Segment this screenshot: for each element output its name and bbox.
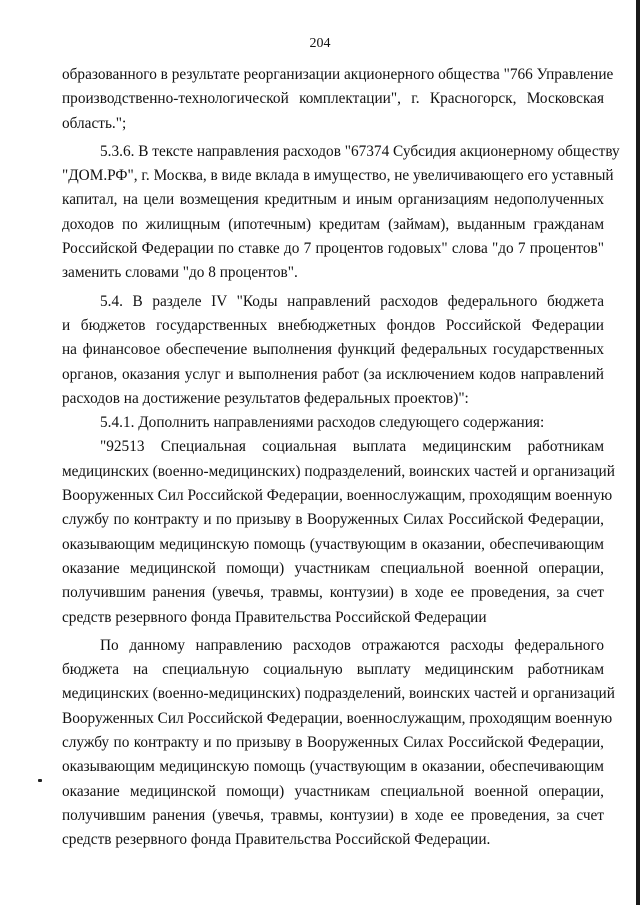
page-number: 204 [309,36,331,51]
text-line: службу по контракту и по призыву в Вооруженных Силах Российской Федерации, [62,734,604,752]
text-line: заменить словами "до 8 процентов". [62,264,298,282]
paragraph-5-3-6 [62,140,620,286]
paragraph-expense-description [62,634,615,853]
text-line: По данному направлению расходов отражаются расходы федерального [100,636,604,654]
text-line: "92513 Специальная социальная выплата медицинским работникам [100,438,604,456]
text-line: оказывающим медицинскую помощь (участвующим в оказании, обеспечивающим [62,535,604,553]
text-line: 5.3.6. В тексте направления расходов "67374 Субсидия акционерному обществу [100,142,620,160]
paragraph-5-4-1 [62,411,604,435]
text-line: органов, оказания услуг и выполнения работ (за исключением кодов направлений [62,365,604,383]
text-line: медицинских (военно-медицинских) подразделений, воинских частей и организаций [62,685,615,703]
text-line: оказание медицинской помощи) участникам специальной военной операции, [62,559,604,577]
text-line: "ДОМ.РФ", г. Москва, в виде вклада в имущество, не увеличивающего его уставный [62,167,614,185]
scan-speck [38,779,42,782]
paragraph-5-4 [62,290,604,411]
text-line: расходов на достижение результатов федеральных проектов)": [62,389,469,407]
scan-edge-shadow [636,0,640,905]
text-line: средств резервного фонда Правительства Российской Федерации [62,608,487,626]
text-line: 5.4. В разделе IV "Коды направлений расходов федерального бюджета [100,292,604,310]
text-line: Вооруженных Сил Российской Федерации, военнослужащим, проходящим военную [62,487,613,505]
text-line: производственно-технологической комплектации", г. Красногорск, Московская [62,90,604,108]
text-line: образованного в результате реорганизации акционерного общества "766 Управление [62,66,614,83]
text-line: оказывающим медицинскую помощь (участвующим в оказании, обеспечивающим [62,758,604,776]
text-line: и бюджетов государственных внебюджетных фондов Российской Федерации [62,316,604,334]
text-line: бюджета на специальную социальную выплату медицинским работникам [62,661,604,679]
text-line: Вооруженных Сил Российской Федерации, военнослужащим, проходящим военную [62,709,613,727]
text-line: получившим ранения (увечья, травмы, контузии) в ходе ее проведения, за счет [62,806,604,824]
text-line: 5.4.1. Дополнить направлениями расходов следующего содержания: [100,414,545,432]
text-line: медицинских (военно-медицинских) подразделений, воинских частей и организаций [62,462,615,480]
text-line: оказание медицинской помощи) участникам специальной военной операции, [62,782,604,800]
text-line: капитал, на цели возмещения кредитным и иным организациям недополученных [62,191,604,209]
document-body [62,63,620,853]
text-line: область."; [62,114,127,132]
text-line: Российской Федерации по ставке до 7 процентов годовых" слова "до 7 процентов" [62,240,604,258]
text-line: службу по контракту и по призыву в Вооруженных Силах Российской Федерации, [62,511,604,529]
paragraph-reorganization-continuation [62,63,614,136]
paragraph-92513-entry [62,435,615,629]
text-line: получившим ранения (увечья, травмы, контузии) в ходе ее проведения, за счет [62,584,604,602]
text-line: средств резервного фонда Правительства Российской Федерации. [62,831,491,849]
text-line: на финансовое обеспечение выполнения функций федеральных государственных [62,341,604,359]
text-line: доходов по жилищным (ипотечным) кредитам (займам), выданным гражданам [62,215,604,233]
